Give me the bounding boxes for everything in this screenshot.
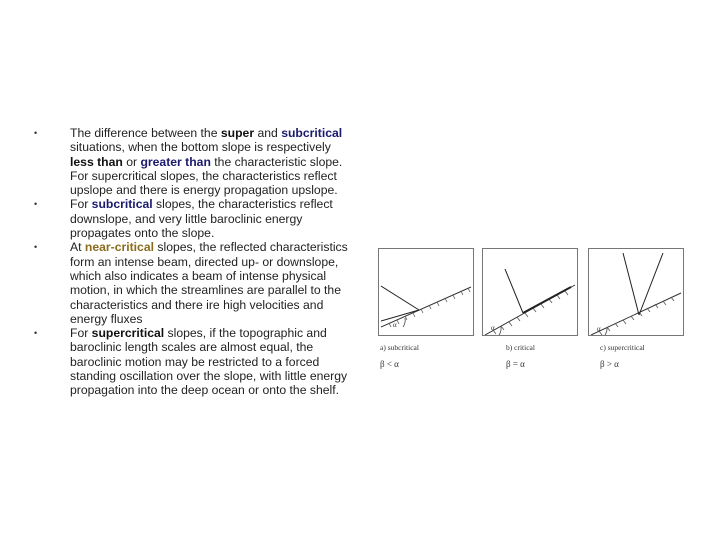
panel-supercritical (588, 248, 684, 336)
supercritical-diagram (589, 249, 683, 335)
emphasized-term: super (220, 126, 255, 140)
slope-reflection-figure (372, 240, 686, 380)
relation-supercritical: β > α (600, 359, 619, 369)
bullet-text: the characteristic slope. For supercritical slopes, the characteristics reflect upslope and there is energy propagation upslope. (70, 154, 343, 198)
bullet-text: and (254, 126, 282, 140)
bullet-text: situations, when the bottom slope is respectively (70, 140, 331, 155)
bullet-item (34, 240, 352, 326)
bullet-item (34, 197, 352, 240)
subcritical-diagram (379, 249, 473, 335)
bullet-text: At (70, 240, 85, 255)
bullet-text: slopes, the characteristics reflect downslope, and very little baroclinic energy propagates onto the slope. (70, 197, 333, 241)
bullet-text: For (70, 197, 92, 212)
slope-hatching (599, 297, 674, 335)
reflected-beam (523, 287, 571, 313)
bullet-text: or (122, 154, 141, 169)
incident-ray (505, 269, 523, 313)
alpha-label: α (393, 321, 397, 329)
bullet-item (34, 326, 352, 397)
panel-subcritical (378, 248, 474, 336)
incident-ray (381, 286, 419, 310)
alpha-label: α (491, 324, 495, 332)
caption-subcritical: a) subcritical (380, 343, 419, 352)
bullet-text: The difference between the (70, 126, 221, 140)
bullet-list (34, 126, 352, 398)
panel-critical (482, 248, 578, 336)
slope-hatching (389, 288, 470, 327)
emphasized-term: near-critical (84, 240, 155, 255)
emphasized-term: subcritical (281, 126, 343, 140)
emphasized-term: less than (70, 154, 123, 169)
bullet-text: For (70, 326, 92, 341)
bullet-text: slopes, the reflected characteristics form an intense beam, directed up- or downslope, which also indicates a beam of intense physical motion, in which the streamlines are parallel to the characteristics and there ire high velocities and energy fluxes (70, 240, 348, 326)
emphasized-term: subcritical (91, 197, 153, 212)
incident-ray (623, 253, 639, 315)
bullet-dot: • (34, 328, 38, 339)
bullet-text: slopes, if the topographic and baroclinic length scales are almost equal, the baroclinic motion may be restricted to a forced standing oscillation over the slope, with little energy propagation into the deep ocean or onto the shelf. (70, 326, 348, 398)
critical-diagram (483, 249, 577, 335)
slope-hatching (493, 291, 568, 334)
reflected-ray (381, 310, 419, 321)
emphasized-term: supercritical (91, 326, 165, 341)
caption-supercritical: c) supercritical (600, 343, 645, 352)
emphasized-term: greater than (140, 154, 211, 169)
relation-subcritical: β < α (380, 359, 399, 369)
bullet-dot: • (34, 199, 38, 210)
bullet-dot: • (34, 242, 38, 253)
relation-critical: β = α (506, 359, 525, 369)
caption-critical: b) critical (506, 343, 535, 352)
bullet-item (34, 126, 352, 197)
reflected-ray (639, 253, 663, 315)
bullet-dot: • (34, 128, 38, 138)
alpha-label: α (597, 325, 601, 333)
